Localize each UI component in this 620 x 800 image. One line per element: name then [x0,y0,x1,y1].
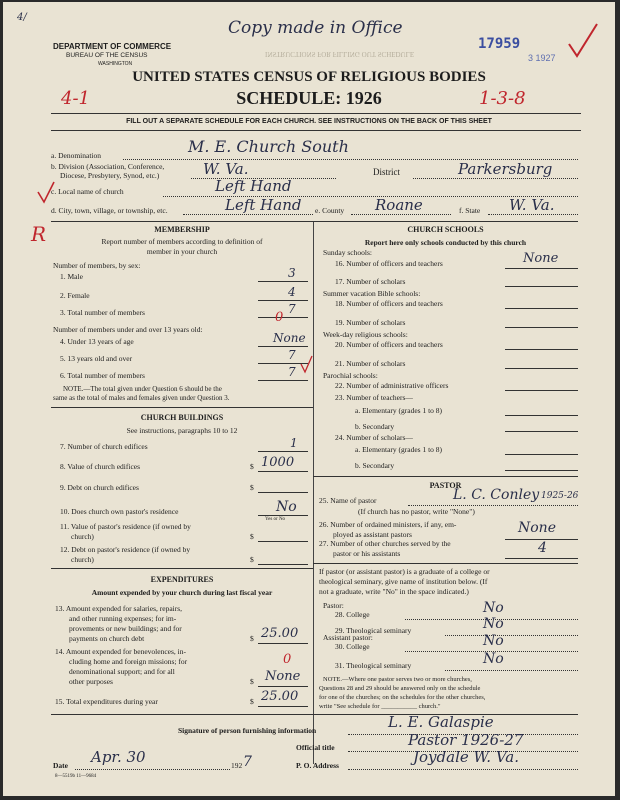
q8-dollar: $ [250,462,254,471]
local-name-label: c. Local name of church [51,187,124,196]
q10-value: No [276,499,297,515]
city-value: Left Hand [225,196,302,214]
q12-dollar: $ [250,555,254,564]
year-digit: 7 [243,754,252,770]
q2-value: 4 [288,285,296,299]
q23a-label: a. Elementary (grades 1 to 8) [355,406,443,415]
q13-label-2: and other running expenses; for im- [69,614,177,623]
q14-label-2: cluding home and foreign missions; for [69,657,188,666]
red-zero-mark: 0 [283,652,292,667]
q13-dollar: $ [250,634,254,643]
buildings-intro: See instructions, paragraphs 10 to 12 [126,426,238,435]
q4-label: 4. Under 13 years of age [60,337,134,346]
q12-label-2: church) [71,555,94,564]
red-check-icon [299,354,315,376]
q26-label-2: ployed as assistant pastors [333,530,412,539]
right-code: 1-3-8 [479,88,526,109]
weekday-label: Week-day religious schools: [323,330,408,339]
q-age-label: Number of members under and over 13 years old: [53,325,203,334]
q14-dollar: $ [250,677,254,686]
q24b-label: b. Secondary [355,461,395,470]
membership-intro-1: Report number of members according to definition of [101,237,263,246]
q25-value: L. C. Conley [453,487,540,503]
expenditures-title: EXPENDITURES [150,575,214,584]
q11-label-1: 11. Value of pastor's residence (if owned by [60,522,191,531]
pastor-title: PASTOR [429,481,462,490]
q27-value: 4 [538,540,547,556]
q22-label: 22. Number of administrative officers [335,381,449,390]
q11-dollar: $ [250,532,254,541]
q3-value: 7 [288,302,296,316]
buildings-title: CHURCH BUILDINGS [140,413,224,422]
q15-dollar: $ [250,697,254,706]
q13-value: 25.00 [261,626,299,641]
q7-label: 7. Number of church edifices [60,442,148,451]
left-code: 4-1 [61,88,90,109]
q1-value: 3 [288,266,296,280]
yes-no-hint: Yes or No [265,517,286,522]
district-value: Parkersburg [458,160,553,178]
red-check-icon [35,180,57,206]
q9-dollar: $ [250,483,254,492]
q25-sub: (If church has no pastor, write "None") [358,507,475,516]
q20-label: 20. Number of officers and teachers [335,340,443,349]
pastor-instr-2: theological seminary, give name of institution below. (If [319,577,488,586]
q5-value: 7 [288,348,296,362]
po-address-label: P. O. Address [296,761,339,770]
q18-label: 18. Number of officers and teachers [335,299,443,308]
q14-label-3: denominational support; and for all [69,667,175,676]
q11-label-2: church) [71,532,94,541]
q5-label: 5. 13 years old and over [60,354,133,363]
official-title-label: Official title [296,743,335,752]
q17-label: 17. Number of scholars [335,277,406,286]
district-label: District [373,167,400,177]
q29-value: No [483,616,504,632]
q13-label-3: provements or new buildings; and for [69,624,182,633]
q1-label: 1. Male [60,272,83,281]
q14-label-1: 14. Amount expended for benevolences, in- [55,647,187,656]
county-value: Roane [375,196,423,214]
office-copy-note: Copy made in Office [228,18,403,38]
q14-value: None [265,669,301,684]
q14-label-4: other purposes [69,677,113,686]
assistant-sub-label: Assistant pastor: [323,633,373,642]
print-code: 8—5519b 11—9684 [55,774,97,779]
parochial-label: Parochial schools: [323,371,378,380]
date-value: Apr. 30 [91,748,146,766]
local-name-value: Left Hand [215,177,292,195]
po-address-value: Joydale W. Va. [413,748,520,766]
q23-label: 23. Number of teachers— [335,393,413,402]
q2-label: 2. Female [60,291,90,300]
q15-label: 15. Total expenditures during year [55,697,158,706]
q21-label: 21. Number of scholars [335,359,406,368]
q16-value: None [523,251,559,266]
q9-label: 9. Debt on church edifices [60,483,139,492]
pastor-note-3: for one of the churches; on the schedules for the other churches, [319,694,486,701]
q28-label: 28. College [335,610,370,619]
q13-label-4: payments on church debt [69,634,145,643]
instruction-line: FILL OUT A SEPARATE SCHEDULE FOR EACH CHURCH. SEE INSTRUCTIONS ON THE BACK OF THIS SHEET [126,118,492,125]
q31-label: 31. Theological seminary [335,661,412,670]
red-zero-mark: 0 [275,310,284,325]
summer-label: Summer vacation Bible schools: [323,289,421,298]
q10-label: 10. Does church own pastor's residence [60,507,179,516]
denomination-label: a. Denomination [51,151,101,160]
expenditures-intro: Amount expended by your church during last fiscal year [91,588,273,597]
department-label: DEPARTMENT OF COMMERCE [53,42,172,51]
form-title: UNITED STATES CENSUS OF RELIGIOUS BODIES [132,69,486,85]
membership-note-1: NOTE.—The total given under Question 6 should be the [63,385,222,393]
date-label: Date [53,761,68,770]
corner-mark: 4/ [17,12,27,23]
pastor-note-2: Questions 28 and 29 should be answered only on the schedule [319,685,481,692]
red-check-icon [563,20,603,65]
division-value: W. Va. [203,160,249,178]
stamp-number: 17959 [478,36,521,52]
q27-label-2: pastor or his assistants [333,549,401,558]
q31-value: No [483,651,504,667]
q6-value: 7 [288,365,296,379]
signature-value: L. E. Galaspie [388,713,494,731]
q29-label: 29. Theological seminary [335,626,412,635]
census-schedule-page [3,2,615,796]
q7-value: 1 [290,436,298,450]
q4-value: None [273,331,306,345]
q30-value: No [483,633,504,649]
signature-label: Signature of person furnishing information [178,726,317,735]
q8-label: 8. Value of church edifices [60,462,141,471]
q25-label: 25. Name of pastor [319,496,377,505]
official-title-value: Pastor 1926-27 [408,731,524,749]
q6-label: 6. Total number of members [60,371,145,380]
bureau-label: BUREAU OF THE CENSUS [66,52,148,59]
pastor-note-4: write "See schedule for ___________ church." [319,703,441,710]
county-label: e. County [315,206,345,215]
schools-title: CHURCH SCHOOLS [407,225,484,234]
q30-label: 30. College [335,642,370,651]
denomination-value: M. E. Church South [188,137,349,156]
q15-value: 25.00 [261,689,299,704]
state-value: W. Va. [509,196,555,214]
q26-label-1: 26. Number of ordained ministers, if any, em- [319,520,457,529]
q23b-label: b. Secondary [355,422,395,431]
form-subtitle: SCHEDULE: 1926 [236,88,382,108]
q16-label: 16. Number of officers and teachers [335,259,443,268]
year-prefix: 192 [231,761,243,770]
q19-label: 19. Number of scholars [335,318,406,327]
membership-intro-2: member in your church [146,247,218,256]
pastor-note-1: NOTE.—Where one pastor serves two or more churches, [323,676,472,683]
red-r-mark: R [31,222,47,246]
division-label-2: Diocese, Presbytery, Synod, etc.) [60,171,160,180]
membership-title: MEMBERSHIP [154,225,210,234]
q28-value: No [483,600,504,616]
q26-value: None [518,520,556,536]
membership-note-2: same as the total of males and females given under Question 3. [53,394,230,402]
pastor-instr-1: If pastor (or assistant pastor) is a graduate of a college or [319,567,490,576]
q24a-label: a. Elementary (grades 1 to 8) [355,445,443,454]
city-label: WASHINGTON [98,61,133,67]
state-label: f. State [459,206,481,215]
q12-label-1: 12. Debt on pastor's residence (if owned by [60,545,191,554]
sunday-label: Sunday schools: [323,248,372,257]
schools-intro: Report here only schools conducted by this church [364,238,527,247]
pastor-sub-label: Pastor: [323,601,344,610]
q-sex-label: Number of members, by sex: [53,261,141,270]
q13-label-1: 13. Amount expended for salaries, repairs, [55,604,183,613]
bleed-through-text: INSTRUCTIONS FOR FILLING OUT SCHEDULE [265,50,415,58]
division-label-1: b. Division (Association, Conference, [51,162,165,171]
date-stamp: 3 1927 [528,53,556,63]
q3-label: 3. Total number of members [60,308,145,317]
pastor-instr-3: not a graduate, write "No" in the space indicated.) [319,587,469,596]
q27-label-1: 27. Number of other churches served by the [319,539,451,548]
q8-value: 1000 [261,455,295,470]
city-label-field: d. City, town, village, or township, etc. [51,206,168,215]
q24-label: 24. Number of scholars— [335,433,413,442]
q25-years: 1925-26 [541,491,579,501]
